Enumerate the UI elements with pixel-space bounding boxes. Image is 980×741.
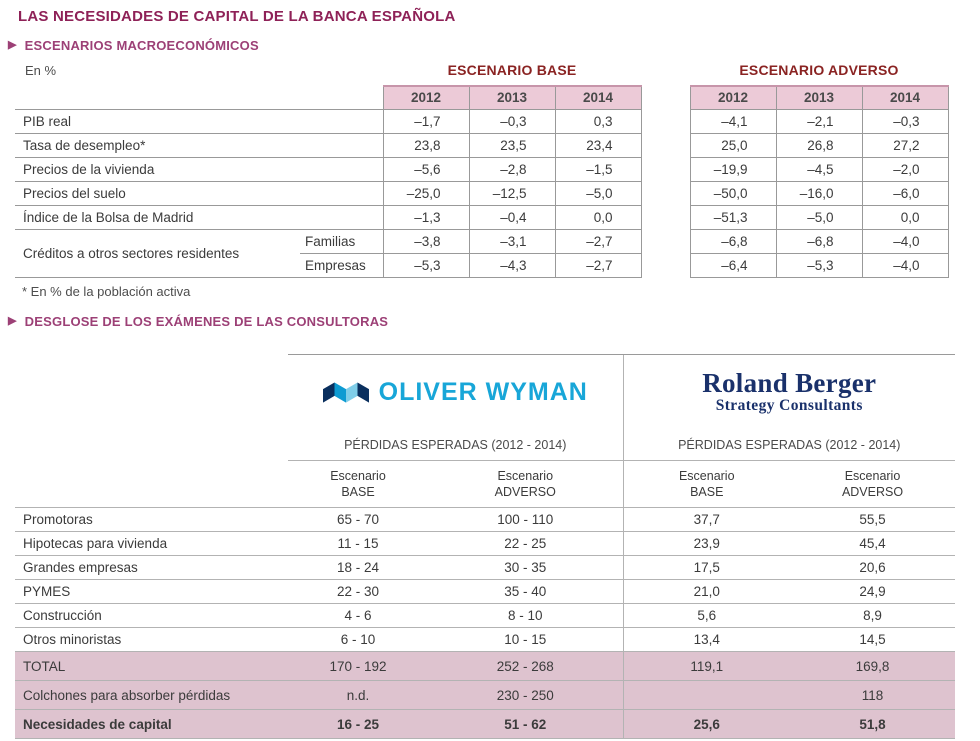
column-header-rb-base: [623, 461, 790, 508]
cell-value: 0,0: [862, 205, 948, 229]
empty-cell: [15, 355, 288, 431]
row-label: Índice de la Bolsa de Madrid: [15, 205, 383, 229]
cell-value: –2,0: [862, 157, 948, 181]
cell-value: 252 - 268: [428, 652, 623, 681]
cell-value: –2,1: [776, 109, 862, 133]
cell-value: 0,3: [555, 109, 641, 133]
scenario-adverso-title: ESCENARIO ADVERSO: [739, 62, 899, 78]
empty-cell: [15, 461, 288, 508]
cell-value: –0,3: [862, 109, 948, 133]
table-row: [15, 181, 948, 205]
cell-value: 8,9: [790, 604, 955, 628]
table-row: [15, 109, 948, 133]
cell-value: 55,5: [790, 508, 955, 532]
cell-value: –4,0: [862, 253, 948, 277]
cell-value: 5,6: [623, 604, 790, 628]
consultants-table: [15, 354, 955, 739]
gap-cell: [641, 86, 690, 109]
cell-value: 10 - 15: [428, 628, 623, 652]
cell-value: –3,1: [469, 229, 555, 253]
page-title: LAS NECESIDADES DE CAPITAL DE LA BANCA ESPAÑOLA: [18, 8, 456, 25]
table-row: [15, 604, 955, 628]
cell-value: 170 - 192: [288, 652, 428, 681]
column-header-row: [15, 461, 955, 508]
cell-value: 51 - 62: [428, 710, 623, 739]
cell-value: 21,0: [623, 580, 790, 604]
cell-value: 8 - 10: [428, 604, 623, 628]
unit-label: En %: [25, 63, 57, 78]
cell-value: –5,6: [383, 157, 469, 181]
roland-berger-tagline: Strategy Consultants: [715, 396, 863, 414]
section-macro-heading-label: ESCENARIOS MACROECONÓMICOS: [24, 38, 259, 53]
row-label: Precios del suelo: [15, 181, 383, 205]
cell-value: 37,7: [623, 508, 790, 532]
cell-value: –5,0: [555, 181, 641, 205]
row-label: Colchones para absorber pérdidas: [15, 681, 288, 710]
row-label: Hipotecas para vivienda: [15, 532, 288, 556]
year-header: 2012: [383, 86, 469, 109]
row-label: Promotoras: [15, 508, 288, 532]
cell-value: 230 - 250: [428, 681, 623, 710]
row-label: PYMES: [15, 580, 288, 604]
year-header: 2013: [469, 86, 555, 109]
cell-value: 35 - 40: [428, 580, 623, 604]
table-row: [15, 157, 948, 181]
oliver-wyman-logo: [288, 355, 623, 431]
subtitle-row: [15, 431, 955, 461]
row-label: Necesidades de capital: [15, 710, 288, 739]
cell-value: 22 - 30: [288, 580, 428, 604]
cell-value: 118: [790, 681, 955, 710]
cell-value: 24,9: [790, 580, 955, 604]
cell-value: –4,0: [862, 229, 948, 253]
row-label: Créditos a otros sectores residentes: [15, 229, 300, 277]
cell-value: –50,0: [690, 181, 776, 205]
column-header-ow-adverso: [428, 461, 623, 508]
table-row: [15, 556, 955, 580]
cell-value: –6,8: [776, 229, 862, 253]
row-label: PIB real: [15, 109, 383, 133]
oliver-wyman-subtitle: PÉRDIDAS ESPERADAS (2012 - 2014): [288, 431, 623, 461]
section-bullet-icon: ▶: [8, 315, 17, 327]
cell-value: 30 - 35: [428, 556, 623, 580]
row-label: TOTAL: [15, 652, 288, 681]
table-row: [15, 580, 955, 604]
column-header-ow-base: [288, 461, 428, 508]
cell-value: –12,5: [469, 181, 555, 205]
oliver-wyman-wordmark: OLIVER WYMAN: [378, 378, 588, 407]
cell-value: –3,8: [383, 229, 469, 253]
consultants-table-wrap: [15, 354, 955, 739]
table-row: [15, 532, 955, 556]
cell-value: 23,8: [383, 133, 469, 157]
column-header-word: Escenario: [844, 468, 901, 483]
cell-value: 23,9: [623, 532, 790, 556]
row-label: Construcción: [15, 604, 288, 628]
table-row: [15, 205, 948, 229]
column-header-word: ADVERSO: [841, 485, 904, 499]
cell-value: 14,5: [790, 628, 955, 652]
row-sublabel: Empresas: [300, 253, 383, 277]
column-header-word: BASE: [341, 485, 375, 499]
cell-value: –1,5: [555, 157, 641, 181]
cell-value: –0,3: [469, 109, 555, 133]
cell-value: 18 - 24: [288, 556, 428, 580]
macro-scenarios-table: [15, 85, 949, 278]
cell-value: 11 - 15: [288, 532, 428, 556]
cell-value: –4,5: [776, 157, 862, 181]
table-row: [15, 628, 955, 652]
logo-row: [15, 355, 955, 431]
row-label: Tasa de desempleo*: [15, 133, 383, 157]
cell-value: 6 - 10: [288, 628, 428, 652]
cell-value: –5,0: [776, 205, 862, 229]
cell-value: –2,7: [555, 253, 641, 277]
cell-value: –6,0: [862, 181, 948, 205]
column-header-word: BASE: [690, 485, 724, 499]
roland-berger-subtitle: PÉRDIDAS ESPERADAS (2012 - 2014): [623, 431, 955, 461]
year-header-row: [15, 86, 948, 109]
cell-value: 22 - 25: [428, 532, 623, 556]
column-header-word: Escenario: [330, 468, 386, 483]
capital-needs-row: [15, 710, 955, 739]
cell-value: 0,0: [555, 205, 641, 229]
cell-value: –4,3: [469, 253, 555, 277]
table-row: [15, 508, 955, 532]
cell-value: 4 - 6: [288, 604, 428, 628]
cell-value: –2,7: [555, 229, 641, 253]
cell-value: 23,4: [555, 133, 641, 157]
total-row: [15, 652, 955, 681]
roland-berger-wordmark: Roland Berger: [702, 367, 877, 398]
cell-value: –5,3: [776, 253, 862, 277]
roland-berger-logo: [623, 355, 955, 431]
cell-value: 20,6: [790, 556, 955, 580]
cell-value: 26,8: [776, 133, 862, 157]
year-header: 2013: [776, 86, 862, 109]
table-row: [15, 133, 948, 157]
cell-value: 119,1: [623, 652, 790, 681]
cell-value: [623, 681, 790, 710]
cell-value: 51,8: [790, 710, 955, 739]
cell-value: –5,3: [383, 253, 469, 277]
cell-value: 17,5: [623, 556, 790, 580]
cell-value: 100 - 110: [428, 508, 623, 532]
macro-scenarios-table-wrap: [15, 62, 948, 278]
row-label: Otros minoristas: [15, 628, 288, 652]
cell-value: 65 - 70: [288, 508, 428, 532]
cell-value: 45,4: [790, 532, 955, 556]
year-header: 2014: [862, 86, 948, 109]
buffers-row: [15, 681, 955, 710]
cell-value: 13,4: [623, 628, 790, 652]
empty-cell: [15, 431, 288, 461]
cell-value: –0,4: [469, 205, 555, 229]
year-header: 2014: [555, 86, 641, 109]
scenario-base-title: ESCENARIO BASE: [447, 62, 577, 78]
table-row: [15, 229, 948, 253]
cell-value: –6,8: [690, 229, 776, 253]
column-header-word: Escenario: [497, 468, 554, 483]
cell-value: –4,1: [690, 109, 776, 133]
cell-value: 27,2: [862, 133, 948, 157]
cell-value: –2,8: [469, 157, 555, 181]
cell-value: 23,5: [469, 133, 555, 157]
section-macro-heading: [8, 38, 259, 53]
column-header-word: ADVERSO: [494, 485, 556, 499]
section-consultants-heading: [8, 314, 388, 329]
cell-value: –6,4: [690, 253, 776, 277]
cell-value: –1,7: [383, 109, 469, 133]
cell-value: n.d.: [288, 681, 428, 710]
cell-value: –19,9: [690, 157, 776, 181]
year-header: 2012: [690, 86, 776, 109]
section-bullet-icon: ▶: [8, 39, 17, 51]
cell-value: –25,0: [383, 181, 469, 205]
row-label: Precios de la vivienda: [15, 157, 383, 181]
footnote: * En % de la población activa: [22, 284, 191, 299]
cell-value: –16,0: [776, 181, 862, 205]
cell-value: 25,0: [690, 133, 776, 157]
column-header-word: Escenario: [678, 468, 735, 483]
row-sublabel: Familias: [300, 229, 383, 253]
cell-value: 25,6: [623, 710, 790, 739]
cell-value: –51,3: [690, 205, 776, 229]
oliver-wyman-logo-icon: [323, 382, 369, 403]
cell-value: 16 - 25: [288, 710, 428, 739]
row-label: Grandes empresas: [15, 556, 288, 580]
section-consultants-heading-label: DESGLOSE DE LOS EXÁMENES DE LAS CONSULTORAS: [24, 314, 389, 329]
cell-value: 169,8: [790, 652, 955, 681]
empty-cell: [15, 86, 383, 109]
cell-value: –1,3: [383, 205, 469, 229]
column-header-rb-adverso: [790, 461, 955, 508]
